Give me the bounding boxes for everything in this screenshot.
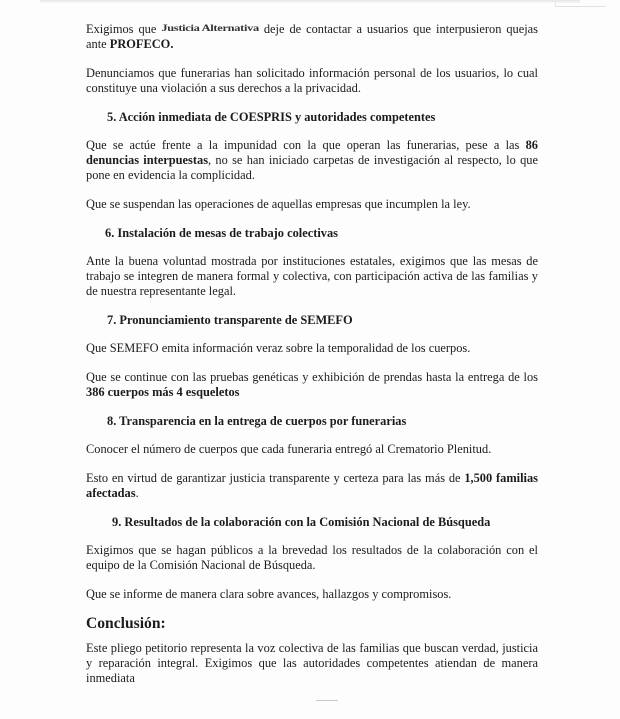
paragraph-resultados-cnb: Exigimos que se hagan públicos a la brevedad los resultados de la colaboración con el equipo de la Comisión Nacional de Búsqueda. — [86, 543, 538, 572]
section-heading-6: 6. Instalación de mesas de trabajo colectivas — [105, 226, 338, 240]
bold-term: 86 denuncias interpuestas — [86, 138, 538, 167]
paragraph-text: deje de contactar a usuarios que interpusieron quejas ante — [86, 22, 539, 51]
paragraph-mesas-trabajo: Ante la buena voluntad mostrada por instituciones estatales, exigimos que las mesas de trabajo se integren de manera formal y colectiva, con participación activa de las familias y de nuestra representante legal. — [86, 254, 538, 298]
paragraph-conclusion: Este pliego petitorio representa la voz colectiva de las familias que buscan verdad, justicia y reparación integral. Exigimos que las autoridades competentes atiendan de manera inmediata — [86, 641, 538, 685]
paragraph-justicia-alternativa — [86, 22, 538, 52]
section-heading-9: 9. Resultados de la colaboración con la Comisión Nacional de Búsqueda — [112, 515, 491, 529]
paragraph-text: Que se actúe frente a la impunidad con la que operan las funerarias, pese a las — [86, 138, 526, 152]
previous-page-edge — [40, 0, 580, 3]
paragraph-text: Exigimos que — [86, 22, 162, 36]
paragraph-text: Esto en virtud de garantizar justicia transparente y certeza para las más de — [86, 471, 465, 485]
bold-term: 1,500 familias afectadas — [86, 471, 538, 500]
paragraph-suspension: Que se suspendan las operaciones de aquellas empresas que incumplen la ley. — [86, 197, 471, 211]
bold-term: PROFECO. — [109, 37, 174, 51]
paragraph-semefo-info: Que SEMEFO emita información veraz sobre la temporalidad de los cuerpos. — [86, 341, 471, 355]
paragraph-impunidad — [86, 138, 538, 183]
paragraph-crematorio: Conocer el número de cuerpos que cada funeraria entregó al Crematorio Plenitud. — [86, 442, 492, 456]
section-heading-5: 5. Acción inmediata de COESPRIS y autoridades competentes — [107, 110, 436, 124]
bold-term: Justicia Alternativa — [161, 23, 259, 34]
paragraph-pruebas-geneticas — [86, 370, 538, 400]
footer-mark — [316, 700, 338, 701]
paragraph-text: . — [135, 486, 139, 500]
paragraph-privacidad: Denunciamos que funerarias han solicitado información personal de los usuarios, lo cual constituye una violación a sus derechos a la privacidad. — [86, 66, 538, 95]
paragraph-text: Que se continue con las pruebas genéticas y exhibición de prendas hasta la entrega de los — [86, 370, 538, 384]
paragraph-familias-afectadas — [86, 471, 538, 501]
bold-term: 386 cuerpos más 4 esqueletos — [86, 385, 240, 399]
document-body — [86, 22, 538, 699]
paragraph-avances: Que se informe de manera clara sobre avances, hallazgos y compromisos. — [86, 587, 452, 601]
section-heading-8: 8. Transparencia en la entrega de cuerpos por funerarias — [107, 414, 407, 428]
paragraph-text: , no se han iniciado carpetas de investigación al respecto, lo que pone en evidencia la complicidad. — [86, 153, 539, 182]
page-corner-fragment — [555, 0, 606, 7]
conclusion-heading: Conclusión: — [86, 615, 166, 632]
section-heading-7: 7. Pronunciamiento transparente de SEMEFO — [107, 313, 353, 327]
